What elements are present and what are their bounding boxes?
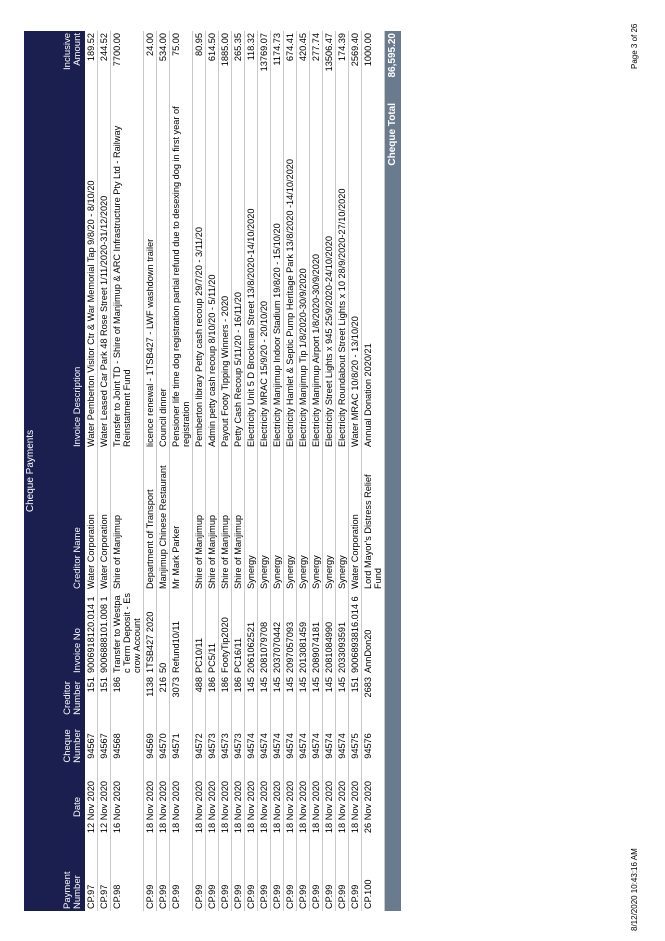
cheque-number-cell: 94574 [297,721,310,771]
invoice-no-cell: 2089074181 [310,591,323,675]
table-row [193,31,206,911]
invoice-description-cell: Pensioner life time dog registration partial refund due to desexing dog in first year of registration [170,91,193,449]
cheque-number-cell: 94567 [98,721,111,771]
creditor-name-cell: Shire of Manjimup [206,449,219,591]
table-title-row [24,31,43,911]
table-row [232,31,245,911]
date-cell: 18 Nov 2020 [170,771,193,843]
invoice-description-cell: Petty Cash Recoup 5/11/20 - 16/11/20 [232,91,245,449]
payment-number-cell: CP.99 [245,843,258,911]
inclusive-amount-cell: 265.35 [232,31,245,91]
print-timestamp: 8/12/2020 10:43:16 AM [630,848,639,931]
invoice-no-cell: 9006893816.014 6 [349,591,362,675]
creditor-name-cell: Water Corporation [85,449,98,591]
cheque-number-cell: 94573 [232,721,245,771]
date-cell: 18 Nov 2020 [310,771,323,843]
creditor-name-cell: Water Corporation [98,449,111,591]
payment-number-cell: CP.98 [111,843,144,911]
creditor-number-cell: 151 [85,675,98,721]
payment-number-cell: CP.99 [349,843,362,911]
inclusive-amount-cell: 1174.73 [271,31,284,91]
creditor-number-cell: 145 [297,675,310,721]
column-header-row [43,31,85,911]
creditor-number-cell: 151 [98,675,111,721]
creditor-number-cell: 145 [284,675,297,721]
cheque-number-cell: 94574 [336,721,349,771]
date-cell: 18 Nov 2020 [284,771,297,843]
creditor-name-cell: Shire of Manjimup [193,449,206,591]
invoice-no-cell: 2061062521 [245,591,258,675]
inclusive-amount-cell: 118.32 [245,31,258,91]
creditor-name-cell: Synergy [284,449,297,591]
invoice-no-cell: 2097057093 [284,591,297,675]
table-row [310,31,323,911]
inclusive-amount-cell: 1000.00 [362,31,385,91]
date-cell: 18 Nov 2020 [206,771,219,843]
cheque-number-cell: 94574 [284,721,297,771]
invoice-description-cell: Pemberton library Petty cash recoup 29/7/20 - 3/11/20 [193,91,206,449]
invoice-description-cell: Admin petty cash recoup 8/10/20 - 5/11/20 [206,91,219,449]
date-cell: 18 Nov 2020 [219,771,232,843]
date-cell: 16 Nov 2020 [111,771,144,843]
invoice-no-cell: PC10/11 [193,591,206,675]
inclusive-amount-cell: 244.52 [98,31,111,91]
creditor-name-cell: Shire of Manjimup [111,449,144,591]
inclusive-amount-cell: 277.74 [310,31,323,91]
col-cheque-number: Cheque Number [43,721,85,771]
payment-number-cell: CP.99 [206,843,219,911]
cheque-number-cell: 94574 [245,721,258,771]
creditor-name-cell: Synergy [323,449,336,591]
invoice-description-cell: Water Pemberton Visitor Ctr & War Memorial Tap 9/8/20 - 8/10/20 [85,91,98,449]
creditor-number-cell: 151 [349,675,362,721]
payment-number-cell: CP.99 [144,843,157,911]
date-cell: 18 Nov 2020 [297,771,310,843]
creditor-number-cell: 3073 [170,675,193,721]
table-row [111,31,144,911]
payment-number-cell: CP.99 [323,843,336,911]
table-row [323,31,336,911]
table-row [297,31,310,911]
col-creditor-number: Creditor Number [43,675,85,721]
page-number: Page 3 of 26 [630,23,639,69]
date-cell: 18 Nov 2020 [258,771,271,843]
inclusive-amount-cell: 75.00 [170,31,193,91]
cheque-number-cell: 94567 [85,721,98,771]
invoice-description-cell: Electricity Manjimup Tip 1/8/2020-30/9/2020 [297,91,310,449]
creditor-number-cell: 145 [310,675,323,721]
invoice-description-cell: Transfer to Joint TD - Shire of Manjimup & ARC Infrastructure Pty Ltd - Railway Reinstatment Fund [111,91,144,449]
date-cell: 18 Nov 2020 [336,771,349,843]
creditor-number-cell: 186 [219,675,232,721]
creditor-number-cell: 186 [111,675,144,721]
payment-number-cell: CP.99 [284,843,297,911]
cheque-number-cell: 94574 [271,721,284,771]
creditor-name-cell: Lord Mayor's Distress Relief Fund [362,449,385,591]
creditor-number-cell: 145 [271,675,284,721]
invoice-no-cell: AnnDon20 [362,591,385,675]
invoice-description-cell: Payout Footy Tipping Winners - 2020 [219,91,232,449]
creditor-name-cell: Synergy [310,449,323,591]
invoice-description-cell: Water MRAC 10/8/20 - 13/10/20 [349,91,362,449]
date-cell: 12 Nov 2020 [98,771,111,843]
table-row [336,31,349,911]
table-row [98,31,111,911]
payment-number-cell: CP.99 [271,843,284,911]
date-cell: 26 Nov 2020 [362,771,385,843]
date-cell: 18 Nov 2020 [232,771,245,843]
creditor-number-cell: 145 [245,675,258,721]
invoice-description-cell: Council dinner [157,91,170,449]
col-invoice-no: Invoice No [43,591,85,675]
table-title: Cheque Payments [24,31,43,911]
table-row [85,31,98,911]
creditor-name-cell: Synergy [258,449,271,591]
creditor-number-cell: 186 [232,675,245,721]
invoice-description-cell: Annual Donation 2020/21 [362,91,385,449]
cheque-number-cell: 94574 [323,721,336,771]
invoice-no-cell: 2037070442 [271,591,284,675]
date-cell: 18 Nov 2020 [157,771,170,843]
cheque-payments-table [24,31,401,911]
table-row [258,31,271,911]
payment-number-cell: CP.97 [98,843,111,911]
inclusive-amount-cell: 614.50 [206,31,219,91]
invoice-no-cell: PC5/11 [206,591,219,675]
payment-number-cell: CP.100 [362,843,385,911]
inclusive-amount-cell: 189.52 [85,31,98,91]
creditor-number-cell: 488 [193,675,206,721]
date-cell: 18 Nov 2020 [144,771,157,843]
table-row [245,31,258,911]
inclusive-amount-cell: 24.00 [144,31,157,91]
cheque-number-cell: 94576 [362,721,385,771]
creditor-number-cell: 2683 [362,675,385,721]
payment-number-cell: CP.99 [232,843,245,911]
date-cell: 18 Nov 2020 [245,771,258,843]
creditor-number-cell: 216 [157,675,170,721]
cheque-number-cell: 94569 [144,721,157,771]
inclusive-amount-cell: 534.00 [157,31,170,91]
invoice-no-cell: PC16/11 [232,591,245,675]
cheque-total-amount: 86,595.20 [385,31,402,91]
invoice-no-cell: 1TSB427 2020 [144,591,157,675]
cheque-number-cell: 94568 [111,721,144,771]
invoice-no-cell: 2033093591 [336,591,349,675]
inclusive-amount-cell: 13506.47 [323,31,336,91]
invoice-no-cell: Refund10/11 [170,591,193,675]
inclusive-amount-cell: 1885.00 [219,31,232,91]
payment-number-cell: CP.99 [170,843,193,911]
creditor-name-cell: Shire of Manjimup [219,449,232,591]
date-cell: 18 Nov 2020 [349,771,362,843]
table-row [271,31,284,911]
cheque-total-label: Cheque Total [385,91,402,911]
table-row [144,31,157,911]
creditor-name-cell: Mr Mark Parker [170,449,193,591]
invoice-description-cell: Water Leased Car Park 48 Rose Street 1/11/2020-31/12/2020 [98,91,111,449]
date-cell: 18 Nov 2020 [193,771,206,843]
cheque-number-cell: 94571 [170,721,193,771]
col-creditor-name: Creditor Name [43,449,85,591]
inclusive-amount-cell: 13769.07 [258,31,271,91]
creditor-number-cell: 145 [258,675,271,721]
date-cell: 18 Nov 2020 [271,771,284,843]
table-row [284,31,297,911]
invoice-no-cell: 2081084990 [323,591,336,675]
invoice-no-cell: 2081079708 [258,591,271,675]
payment-number-cell: CP.99 [157,843,170,911]
payment-number-cell: CP.99 [336,843,349,911]
invoice-no-cell: 9006888101.008 1 [98,591,111,675]
payment-number-cell: CP.99 [193,843,206,911]
inclusive-amount-cell: 174.39 [336,31,349,91]
col-inclusive-amount: Inclusive Amount [43,31,85,91]
cheque-number-cell: 94573 [206,721,219,771]
creditor-number-cell: 186 [206,675,219,721]
table-row [157,31,170,911]
inclusive-amount-cell: 7700.00 [111,31,144,91]
invoice-description-cell: Electricity Hamlet & Septic Pump Heritage Park 13/8/2020 -14/10/2020 [284,91,297,449]
invoice-description-cell: Electricity MRAC 15/9/20 - 20/10/20 [258,91,271,449]
inclusive-amount-cell: 420.45 [297,31,310,91]
cheque-number-cell: 94575 [349,721,362,771]
inclusive-amount-cell: 674.41 [284,31,297,91]
creditor-name-cell: Synergy [245,449,258,591]
creditor-number-cell: 1138 [144,675,157,721]
payment-number-cell: CP.97 [85,843,98,911]
table-row [349,31,362,911]
inclusive-amount-cell: 80.95 [193,31,206,91]
table-row [362,31,385,911]
cheque-total-row [385,31,402,911]
col-date: Date [43,771,85,843]
payment-number-cell: CP.99 [219,843,232,911]
invoice-description-cell: licence renewal - 1TSB427 - LWF washdown trailer [144,91,157,449]
invoice-no-cell: Transfer to Westpac Term Deposit - Escrow Account [112,593,142,673]
inclusive-amount-cell: 2569.40 [349,31,362,91]
col-payment-number: Payment Number [43,843,85,911]
payment-number-cell: CP.99 [310,843,323,911]
creditor-name-cell: Shire of Manjimup [232,449,245,591]
table-row [219,31,232,911]
cheque-number-cell: 94570 [157,721,170,771]
creditor-name-cell: Synergy [297,449,310,591]
invoice-description-cell: Electricity Street Lights x 945 25/9/2020-24/10/2020 [323,91,336,449]
date-cell: 18 Nov 2020 [323,771,336,843]
cheque-number-cell: 94574 [310,721,323,771]
creditor-name-cell: Water Corporation [349,449,362,591]
invoice-description-cell: Electricity Unit 5 D Brockman Street 13/8/2020-14/10/2020 [245,91,258,449]
creditor-name-cell: Synergy [336,449,349,591]
invoice-no-cell: 2013081459 [297,591,310,675]
payment-number-cell: CP.99 [297,843,310,911]
table-row [170,31,193,911]
invoice-no-cell: 50 [157,591,170,675]
table-row [206,31,219,911]
date-cell: 12 Nov 2020 [85,771,98,843]
invoice-no-cell: 9006918120.014 1 [85,591,98,675]
invoice-description-cell: Electricity Roundabout Street Lights x 10 28/9/2020-27/10/2020 [336,91,349,449]
payment-number-cell: CP.99 [258,843,271,911]
creditor-name-cell: Manjimup Chinese Restaurant [157,449,170,591]
cheque-number-cell: 94573 [219,721,232,771]
creditor-number-cell: 145 [336,675,349,721]
invoice-description-cell: Electricity Manjimup Airport 1/8/2020-30/9/2020 [310,91,323,449]
cheque-number-cell: 94574 [258,721,271,771]
col-invoice-description: Invoice Description [43,91,85,449]
invoice-description-cell: Electricity Manjimup Indoor Stadium 19/8/20 - 15/10/20 [271,91,284,449]
creditor-number-cell: 145 [323,675,336,721]
invoice-no-cell: FootyTip2020 [219,591,232,675]
creditor-name-cell: Department of Transport [144,449,157,591]
creditor-name-cell: Synergy [271,449,284,591]
cheque-number-cell: 94572 [193,721,206,771]
